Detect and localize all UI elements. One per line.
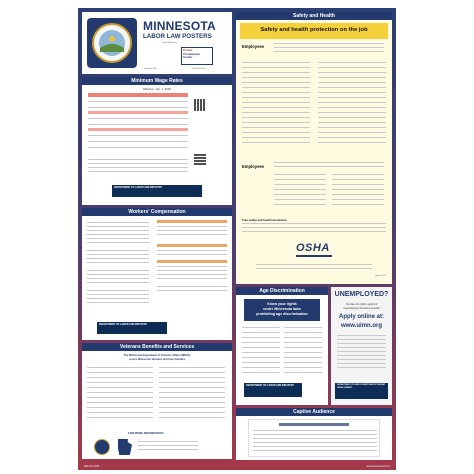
unemployed-sub: You have the right to apply for	[345, 303, 378, 306]
dli-logo: DEPARTMENT OF LABOR AND INDUSTRY	[97, 322, 167, 334]
poster-title: MINNESOTA	[143, 19, 216, 33]
age-discrimination-panel	[236, 287, 328, 405]
captive-doc	[248, 419, 380, 457]
badge-line: Compliance	[183, 51, 201, 56]
minnesota-map-icon	[118, 439, 132, 455]
badge-line: Poster	[183, 48, 193, 52]
compliance-badge	[181, 47, 213, 65]
osha-text: OSHA	[296, 242, 330, 254]
uimn-url[interactable]: www.uimn.org	[340, 323, 383, 329]
veterans-panel	[82, 343, 232, 459]
mdva-logo-icon	[94, 439, 110, 455]
safety-bar: Safety and Health	[236, 12, 392, 20]
age-box-line: prohibiting age discrimination	[256, 312, 308, 316]
qr-code-icon	[194, 99, 206, 111]
captive-audience-panel	[236, 408, 392, 460]
veterans-title: Veterans Benefits and Services	[82, 343, 232, 351]
wc-columns	[87, 220, 227, 316]
badge-line: Center	[183, 55, 193, 60]
unemployed-panel	[331, 287, 392, 405]
unemployed-title: UNEMPLOYED?	[334, 291, 389, 298]
minimum-wage-panel	[82, 77, 232, 205]
unemployed-sub: Unemployment Insurance benefits	[343, 307, 380, 310]
veterans-intro-1: The Minnesota Department of Veterans Affairs (MDVA)	[123, 354, 191, 357]
workers-comp-panel	[82, 208, 232, 340]
dli-logo: DEPARTMENT OF LABOR AND INDUSTRY	[244, 383, 302, 397]
deed-logo: DEPARTMENT OF EMPLOYMENT AND ECONOMIC DEVELOPMENT	[335, 383, 388, 399]
minimum-wage-effective: Effective: Jan. 1, 2025	[143, 87, 171, 91]
footer-left: 888-321-6158	[84, 465, 99, 468]
safety-date: August 2017	[375, 275, 386, 277]
copyright: Copyright 2024	[144, 68, 157, 70]
veterans-body	[87, 365, 227, 429]
veterans-intro-2: serves Minnesota Veterans and their Families	[128, 358, 186, 361]
age-box-line: under Minnesota laws	[263, 307, 301, 311]
state-seal-icon	[87, 18, 137, 68]
qr-code-icon	[194, 153, 206, 165]
captive-bar: Captive Audience	[236, 408, 392, 416]
veterans-more-info: FOR MORE INFORMATION	[128, 431, 164, 435]
employees-label: Employees	[242, 164, 265, 169]
age-box-line: Know your rights	[267, 302, 297, 306]
labor-law-poster	[78, 8, 396, 470]
dli-logo: DEPARTMENT OF LABOR AND INDUSTRY	[112, 185, 202, 197]
employers-label: Employees	[242, 44, 265, 49]
phone: 1-800-322-1456	[192, 68, 206, 70]
wage-table	[88, 93, 188, 153]
safety-title-box	[240, 23, 388, 39]
age-rights-box	[244, 299, 320, 321]
apply-online: Apply online at:	[339, 314, 384, 320]
poster-header	[82, 12, 232, 74]
safety-title: Safety and health protection on the job	[260, 27, 368, 33]
poster-subtitle: LABOR LAW POSTERS	[143, 33, 212, 40]
workers-comp-title: Workers' Compensation	[82, 208, 232, 216]
age-bar: Age Discrimination	[236, 287, 328, 295]
minimum-wage-title: Minimum Wage Rates	[82, 77, 232, 85]
free-help-label: Free safety and health assistance	[242, 218, 287, 222]
safety-columns-2	[274, 162, 388, 214]
safety-columns	[242, 62, 388, 152]
for-all-employers: For All Employers	[162, 42, 177, 44]
safety-health-panel	[236, 12, 392, 284]
osha-logo	[296, 242, 332, 260]
footer-right: www.posterguard.com	[366, 465, 390, 468]
